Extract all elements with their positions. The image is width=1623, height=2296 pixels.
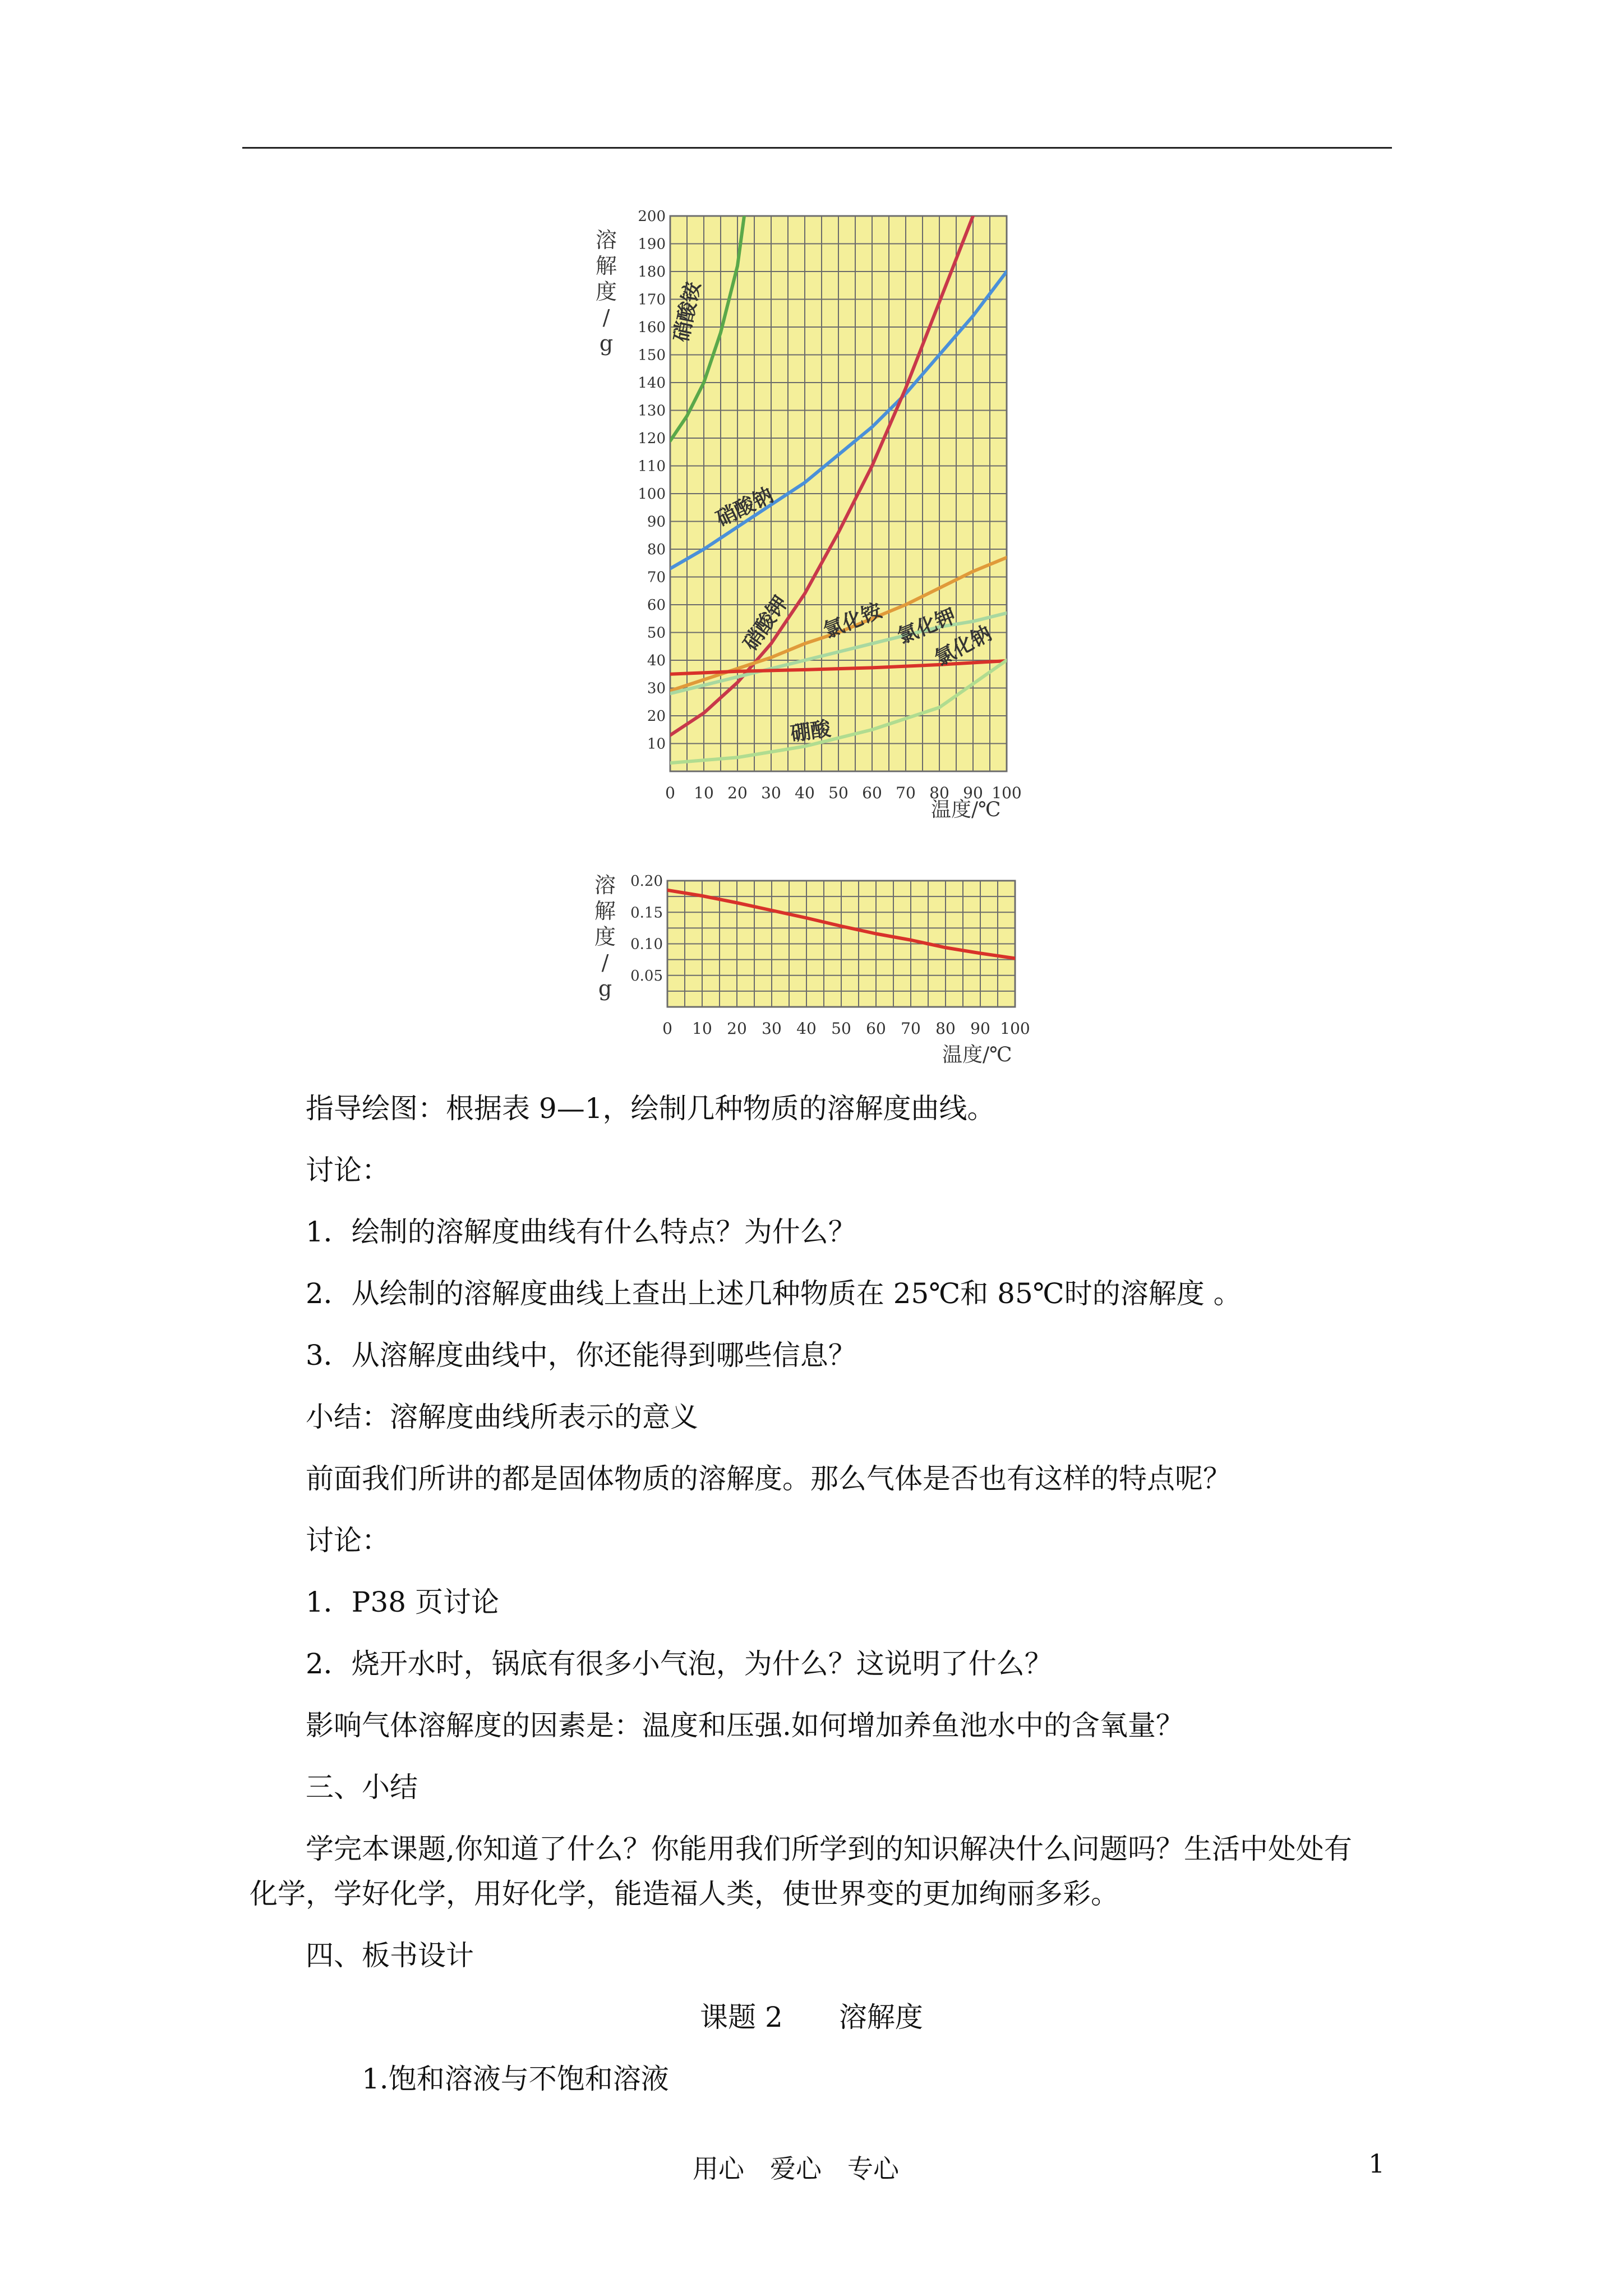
paragraph-gas-intro: 前面我们所讲的都是固体物质的溶解度。那么气体是否也有这样的特点呢？: [306, 1462, 1231, 1495]
y-tick-label: 50: [647, 624, 666, 642]
x-tick-label: 0: [662, 1019, 672, 1038]
y-tick-label: 60: [647, 597, 666, 614]
x-tick-label: 40: [796, 1019, 817, 1038]
paragraph-q1: 1．绘制的溶解度曲线有什么特点？为什么？: [306, 1216, 856, 1248]
y-tick-label: 100: [638, 486, 666, 503]
x-tick-label: 80: [929, 784, 949, 802]
x-tick-label: 40: [795, 784, 815, 802]
series-label-3: 硝酸钾: [739, 592, 793, 655]
x-tick-label: 60: [862, 784, 882, 802]
paragraph-discussion-heading: 讨论：: [306, 1154, 390, 1186]
x-axis-label: 温度/℃: [931, 798, 1001, 821]
y-tick-label: 180: [638, 264, 666, 280]
x-tick-label: 100: [1000, 1019, 1030, 1038]
solubility-chart-small: [583, 869, 1043, 1066]
board-item-1: 1.饱和溶液与不饱和溶液: [362, 2063, 669, 2095]
y-tick-label: 30: [647, 680, 666, 697]
x-tick-label: 100: [992, 784, 1022, 802]
solubility-chart-main: [583, 210, 1043, 839]
paragraph-summary: 小结：溶解度曲线所表示的意义: [306, 1401, 698, 1433]
y-tick-label: 10: [647, 735, 666, 753]
x-tick-label: 10: [694, 784, 714, 802]
y-axis-label: 溶 解 度 / g: [595, 228, 617, 356]
y-tick-label: 0.15: [630, 904, 663, 922]
x-tick-label: 20: [727, 784, 748, 802]
footer-slogan: 用心 爱心 专心: [693, 2154, 899, 2184]
series-label-7: 硼酸: [789, 717, 832, 746]
x-tick-label: 10: [692, 1019, 712, 1038]
paragraph-p38: 1．P38 页讨论: [306, 1586, 499, 1618]
x-tick-label: 30: [762, 1019, 782, 1038]
x-tick-label: 90: [970, 1019, 990, 1038]
paragraph-bubbles: 2．烧开水时，锅底有很多小气泡，为什么？这说明了什么？: [306, 1648, 1053, 1680]
x-tick-label: 90: [963, 784, 983, 802]
paragraph-conclusion-line2: 化学，学好化学，用好化学，能造福人类，使世界变的更加绚丽多彩。: [250, 1878, 1119, 1910]
y-tick-label: 160: [638, 319, 666, 336]
x-tick-label: 70: [901, 1019, 921, 1038]
x-tick-label: 50: [831, 1019, 851, 1038]
paragraph-discussion-heading-2: 讨论：: [306, 1524, 390, 1557]
series-label-1: 硝酸铵: [670, 279, 706, 344]
paragraph-q3: 3．从溶解度曲线中，你还能得到哪些信息？: [306, 1339, 856, 1372]
x-tick-label: 70: [896, 784, 916, 802]
series-label-6: 氯化钠: [931, 622, 995, 671]
x-tick-label: 50: [828, 784, 849, 802]
y-tick-label: 20: [647, 708, 666, 725]
y-tick-label: 200: [638, 210, 666, 225]
y-tick-label: 110: [638, 458, 666, 475]
section-board-heading: 四、板书设计: [306, 1939, 474, 1972]
y-tick-label: 90: [647, 513, 666, 531]
series-label-4: 氯化铵: [820, 599, 886, 643]
y-tick-label: 140: [638, 375, 666, 392]
x-tick-label: 20: [727, 1019, 747, 1038]
y-tick-label: 150: [638, 347, 666, 364]
y-axis-label-small: 溶 解 度 / g: [594, 873, 616, 1001]
y-tick-label: 80: [647, 541, 666, 558]
chart-main-svg: [583, 210, 1043, 839]
y-tick-label: 0.05: [630, 967, 663, 984]
y-tick-label: 170: [638, 291, 666, 309]
x-tick-label: 30: [761, 784, 781, 802]
paragraph-q2: 2．从绘制的溶解度曲线上查出上述几种物质在 25℃和 85℃时的溶解度 。: [306, 1277, 1242, 1310]
paragraph-guidance: 指导绘图：根据表 9—1，绘制几种物质的溶解度曲线。: [306, 1092, 995, 1125]
header-rule: [242, 147, 1392, 149]
y-tick-label: 70: [647, 569, 666, 586]
series-label-5: 氯化钾: [894, 604, 960, 649]
page-number: 1: [1368, 2148, 1385, 2179]
series-label-2: 硝酸钠: [712, 484, 777, 531]
x-tick-label: 80: [935, 1019, 956, 1038]
paragraph-conclusion-line1: 学完本课题,你知道了什么？你能用我们所学到的知识解决什么问题吗？生活中处处有: [306, 1833, 1352, 1865]
y-tick-label: 0.10: [630, 936, 663, 953]
y-tick-label: 120: [638, 430, 666, 447]
y-tick-label: 0.20: [630, 873, 663, 890]
y-tick-label: 130: [638, 402, 666, 420]
y-tick-label: 40: [647, 652, 666, 669]
x-tick-label: 0: [665, 784, 675, 802]
paragraph-gas-factors: 影响气体溶解度的因素是：温度和压强.如何增加养鱼池水中的含氧量？: [306, 1709, 1184, 1742]
x-axis-label-small: 温度/℃: [942, 1043, 1012, 1066]
section-summary-heading: 三、小结: [306, 1771, 418, 1803]
chart-small-svg: [583, 869, 1043, 1049]
y-tick-label: 190: [638, 236, 666, 253]
x-tick-label: 60: [866, 1019, 886, 1038]
board-title: 课题 2 溶解度: [700, 2001, 923, 2033]
